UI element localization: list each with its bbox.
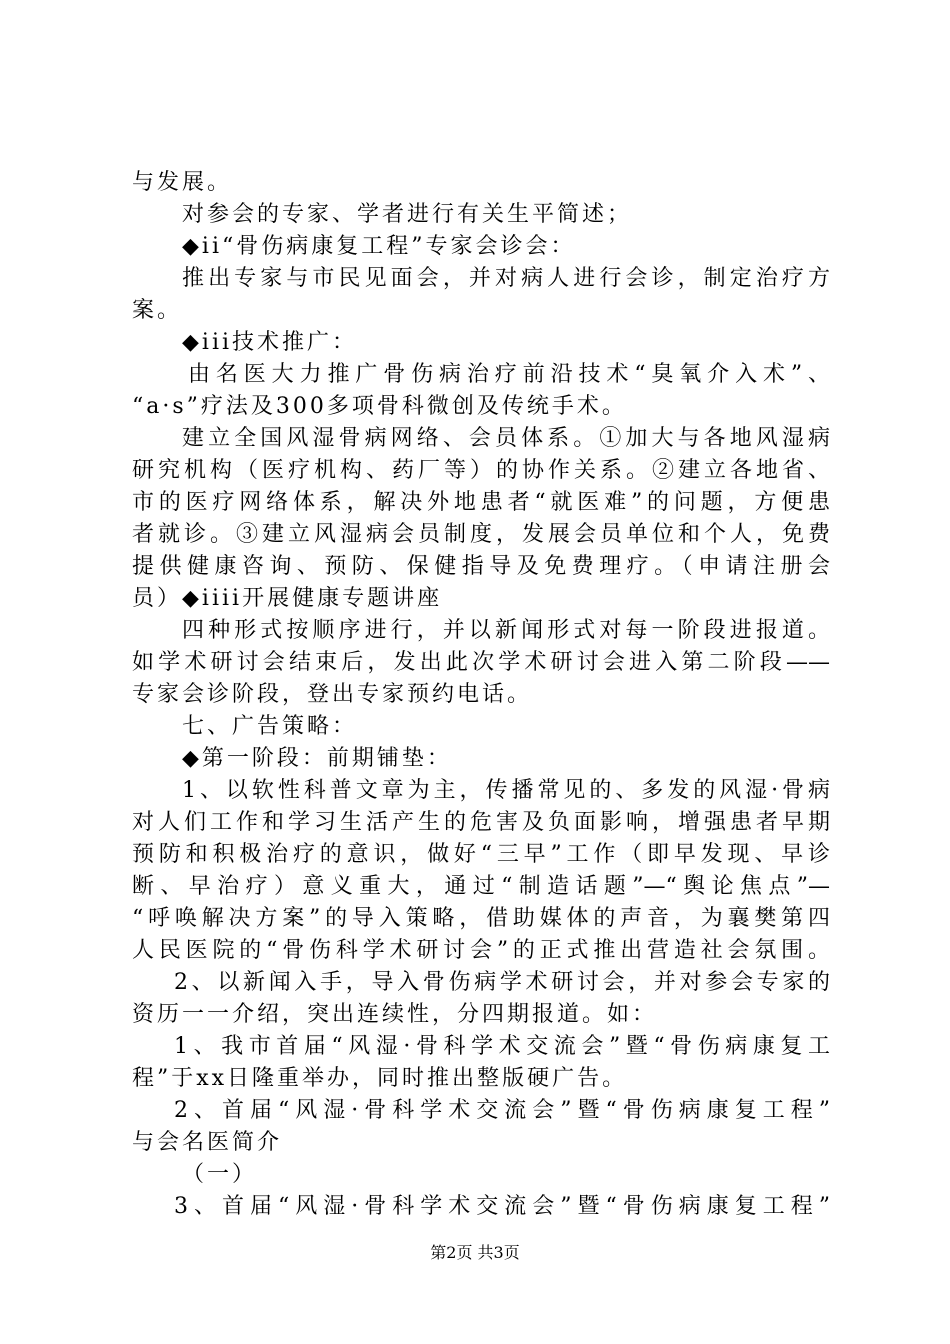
text-line: “呼唤解决方案”的导入策略，借助媒体的声音，为襄樊第四 (132, 906, 830, 931)
text-line: 市的医疗网络体系，解决外地患者“就医难”的问题，方便患 (132, 490, 830, 515)
text-line: “a·s”疗法及300多项骨科微创及传统手术。 (132, 394, 627, 419)
text-line: （一） (182, 1162, 258, 1187)
text-line: 2、首届“风湿·骨科学术交流会”暨“骨伤病康复工程” (174, 1098, 830, 1123)
text-line: ◆第一阶段：前期铺垫： (182, 746, 452, 771)
text-line: 对人们工作和学习生活产生的危害及负面影响，增强患者早期 (132, 810, 830, 835)
text-line: ◆ii“骨伤病康复工程”专家会诊会： (182, 234, 576, 259)
text-line: ◆iii技术推广： (182, 330, 358, 355)
text-line: 与发展。 (132, 170, 233, 195)
text-line: 3、首届“风湿·骨科学术交流会”暨“骨伤病康复工程” (174, 1194, 830, 1219)
text-line: 1、我市首届“风湿·骨科学术交流会”暨“骨伤病康复工 (174, 1034, 830, 1059)
text-line: 2、以新闻入手，导入骨伤病学术研讨会，并对参会专家的 (174, 970, 830, 995)
text-line: 1、以软性科普文章为主，传播常见的、多发的风湿·骨病 (182, 778, 830, 803)
text-line: 员）◆iiii开展健康专题讲座 (132, 586, 443, 611)
text-line: 断、早治疗）意义重大，通过“制造话题”—“舆论焦点”— (132, 874, 830, 899)
page-footer (0, 1243, 950, 1263)
text-line: 人民医院的“骨伤科学术研讨会”的正式推出营造社会氛围。 (132, 938, 830, 963)
text-line: 对参会的专家、学者进行有关生平简述； (182, 202, 633, 227)
text-line: 七、广告策略： (182, 714, 358, 739)
text-line: 专家会诊阶段，登出专家预约电话。 (132, 682, 533, 707)
text-line: 与会名医简介 (132, 1130, 283, 1155)
text-line: 研究机构（医疗机构、药厂等）的协作关系。②建立各地省、 (132, 458, 830, 483)
text-line: 提供健康咨询、预防、保健指导及免费理疗。（申请注册会 (132, 554, 830, 579)
text-line: 由名医大力推广骨伤病治疗前沿技术“臭氧介入术”、 (188, 362, 830, 387)
page-number: 第2页 共3页 (430, 1243, 520, 1262)
text-line: 程”于xx日隆重举办，同时推出整版硬广告。 (132, 1066, 628, 1091)
text-line: 四种形式按顺序进行，并以新闻形式对每一阶段进报道。 (182, 618, 830, 643)
text-line: 预防和积极治疗的意识，做好“三早”工作（即早发现、早诊 (132, 842, 830, 867)
text-line: 案。 (132, 298, 183, 323)
text-line: 者就诊。③建立风湿病会员制度，发展会员单位和个人，免费 (132, 522, 830, 547)
text-line: 建立全国风湿骨病网络、会员体系。①加大与各地风湿病 (182, 426, 830, 451)
text-line: 如学术研讨会结束后，发出此次学术研讨会进入第二阶段—— (132, 650, 830, 675)
text-line: 推出专家与市民见面会，并对病人进行会诊，制定治疗方 (182, 266, 830, 291)
text-line: 资历一一介绍，突出连续性，分四期报道。如： (132, 1002, 658, 1027)
